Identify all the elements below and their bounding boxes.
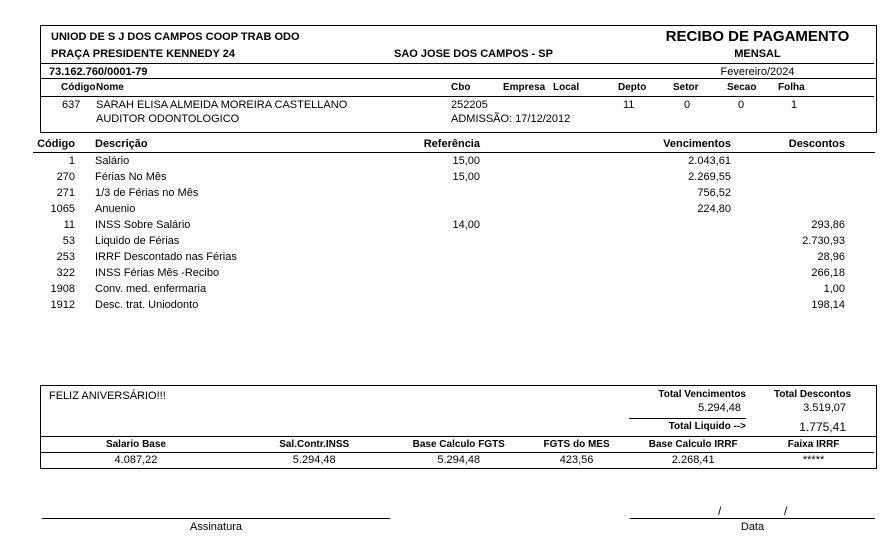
employee-col-empresa: Empresa xyxy=(503,82,546,93)
item-row xyxy=(33,153,875,170)
bases-val-base-fgts: 5.294,48 xyxy=(437,454,481,466)
bases-val-faixa-irrf: ***** xyxy=(802,454,825,466)
item-descricao: Anuenio xyxy=(95,203,136,215)
signature-line xyxy=(42,518,390,519)
item-descricao: IRRF Descontado nas Férias xyxy=(95,251,237,263)
bases-values-row xyxy=(41,454,874,466)
item-codigo: 1 xyxy=(68,155,75,167)
bases-col-salario-base: Salario Base xyxy=(105,439,166,450)
item-descontos: 266,18 xyxy=(811,267,845,279)
total-liquido-divider xyxy=(629,418,746,419)
date-line xyxy=(630,518,875,519)
company-cnpj: 73.162.760/0001-79 xyxy=(49,66,148,78)
bases-val-fgts-mes: 423,56 xyxy=(559,454,594,466)
item-vencimentos: 2.269,55 xyxy=(688,171,731,183)
period-field[interactable]: Fevereiro/2024 xyxy=(720,66,795,78)
item-descontos xyxy=(731,169,875,185)
item-descontos: 28,96 xyxy=(817,251,845,263)
employee-col-nome: Nome xyxy=(96,82,124,93)
item-vencimentos xyxy=(480,217,731,233)
total-descontos-label: Total Descontos xyxy=(773,389,851,400)
item-descontos: 2.730,93 xyxy=(802,235,845,247)
items-header-row xyxy=(33,136,875,153)
item-descontos: 293,86 xyxy=(811,219,845,231)
item-descontos xyxy=(731,153,875,170)
item-row xyxy=(33,169,875,185)
item-row xyxy=(33,297,875,313)
item-referencia xyxy=(333,201,480,217)
total-liquido-value: 1.775,41 xyxy=(799,420,846,434)
totals-box xyxy=(40,385,877,439)
item-vencimentos: 756,52 xyxy=(697,187,731,199)
item-descricao: 1/3 de Férias no Mês xyxy=(95,187,199,199)
bases-box xyxy=(40,436,877,469)
item-codigo: 1908 xyxy=(50,283,75,295)
bases-val-sal-contr-inss: 5.294,48 xyxy=(292,454,336,466)
item-codigo: 270 xyxy=(56,171,75,183)
employee-depto: 11 xyxy=(623,99,635,111)
item-descontos: 198,14 xyxy=(811,299,845,311)
item-descricao: Conv. med. enfermaria xyxy=(95,283,207,295)
employee-col-codigo: Código xyxy=(61,82,96,93)
item-row xyxy=(33,201,875,217)
item-descontos xyxy=(731,185,875,201)
item-vencimentos xyxy=(480,249,731,265)
employee-col-secao: Secao xyxy=(727,82,757,93)
employee-admissao: ADMISSÃO: 17/12/2012 xyxy=(451,113,571,125)
items-col-descricao: Descrição xyxy=(75,136,333,153)
employee-codigo: 637 xyxy=(62,99,81,111)
payment-frequency: MENSAL xyxy=(734,48,781,60)
document-title: RECIBO DE PAGAMENTO xyxy=(665,28,850,45)
items-table xyxy=(33,136,875,313)
item-vencimentos: 224,80 xyxy=(697,203,731,215)
total-liquido-label: Total Liquido --> xyxy=(668,421,746,432)
employee-box xyxy=(40,78,877,133)
items-col-vencimentos: Vencimentos xyxy=(480,136,731,153)
date-label: Data xyxy=(740,521,765,533)
bases-val-salario-base: 4.087,22 xyxy=(114,454,158,466)
bases-col-base-irrf: Base Calculo IRRF xyxy=(648,439,738,450)
bases-col-base-fgts: Base Calculo FGTS xyxy=(412,439,505,450)
greeting-message: FELIZ ANIVERSÁRIO!!! xyxy=(49,390,166,402)
item-descricao: Salário xyxy=(95,155,130,167)
employee-setor: 0 xyxy=(684,99,691,111)
total-vencimentos-label: Total Vencimentos xyxy=(658,389,746,400)
item-codigo: 53 xyxy=(62,235,75,247)
item-referencia xyxy=(333,233,480,249)
signature-label: Assinatura xyxy=(190,521,242,533)
employee-col-local: Local xyxy=(553,82,580,93)
item-codigo: 253 xyxy=(56,251,75,263)
employee-cbo: 252205 xyxy=(451,99,488,111)
item-codigo: 1912 xyxy=(50,299,75,311)
header-divider xyxy=(41,63,874,64)
bases-val-base-irrf: 2.268,41 xyxy=(671,454,715,466)
item-vencimentos xyxy=(480,281,731,297)
company-name: UNIOD DE S J DOS CAMPOS COOP TRAB ODO xyxy=(51,31,300,43)
item-referencia: 15,00 xyxy=(452,155,480,167)
employee-col-cbo: Cbo xyxy=(451,82,471,93)
employee-col-setor: Setor xyxy=(673,82,699,93)
items-body xyxy=(33,153,875,314)
item-row xyxy=(33,217,875,233)
item-descricao: INSS Férias Mês -Recibo xyxy=(95,267,220,279)
item-vencimentos xyxy=(480,265,731,281)
date-slash-2: / xyxy=(784,504,788,518)
item-row xyxy=(33,265,875,281)
item-codigo: 11 xyxy=(63,219,75,231)
company-city: SAO JOSE DOS CAMPOS - SP xyxy=(394,48,553,60)
item-referencia: 15,00 xyxy=(452,171,480,183)
employee-folha: 1 xyxy=(791,99,798,111)
item-row xyxy=(33,249,875,265)
employee-col-folha: Folha xyxy=(778,82,805,93)
item-descricao: Férias No Mês xyxy=(95,171,167,183)
item-descricao: Desc. trat. Uniodonto xyxy=(95,299,199,311)
item-codigo: 1065 xyxy=(50,203,75,215)
bases-col-fgts-mes: FGTS do MES xyxy=(543,439,610,450)
company-address: PRAÇA PRESIDENTE KENNEDY 24 xyxy=(51,48,235,60)
item-descricao: INSS Sobre Salário xyxy=(95,219,191,231)
item-row xyxy=(33,233,875,249)
item-row xyxy=(33,185,875,201)
item-descricao: Liquido de Férias xyxy=(95,235,180,247)
item-vencimentos: 2.043,61 xyxy=(688,155,731,167)
bases-col-sal-contr-inss: Sal.Contr.INSS xyxy=(279,439,350,450)
item-referencia xyxy=(333,185,480,201)
item-referencia xyxy=(333,265,480,281)
item-descontos: 1,00 xyxy=(823,283,845,295)
bases-header-row xyxy=(41,437,874,453)
employee-secao: 0 xyxy=(738,99,745,111)
items-col-codigo: Código xyxy=(33,136,75,153)
total-vencimentos-value: 5.294,48 xyxy=(698,402,741,414)
employee-cargo: AUDITOR ODONTOLOGICO xyxy=(96,113,240,125)
total-descontos-value: 3.519,07 xyxy=(803,402,846,414)
employee-nome: SARAH ELISA ALMEIDA MOREIRA CASTELLANO xyxy=(96,99,348,111)
bases-col-faixa-irrf: Faixa IRRF xyxy=(787,439,840,450)
item-codigo: 271 xyxy=(56,187,75,199)
employee-col-depto: Depto xyxy=(618,82,647,93)
items-col-referencia: Referência xyxy=(333,136,480,153)
item-vencimentos xyxy=(480,297,731,313)
date-slash-1: / xyxy=(718,504,722,518)
employee-header-divider xyxy=(41,96,874,97)
items-col-descontos: Descontos xyxy=(731,136,875,153)
item-referencia xyxy=(333,281,480,297)
item-descontos xyxy=(731,201,875,217)
item-referencia xyxy=(333,249,480,265)
item-referencia xyxy=(333,297,480,313)
item-codigo: 322 xyxy=(56,267,75,279)
item-row xyxy=(33,281,875,297)
item-vencimentos xyxy=(480,233,731,249)
item-referencia: 14,00 xyxy=(452,219,480,231)
company-header-box xyxy=(40,25,877,81)
